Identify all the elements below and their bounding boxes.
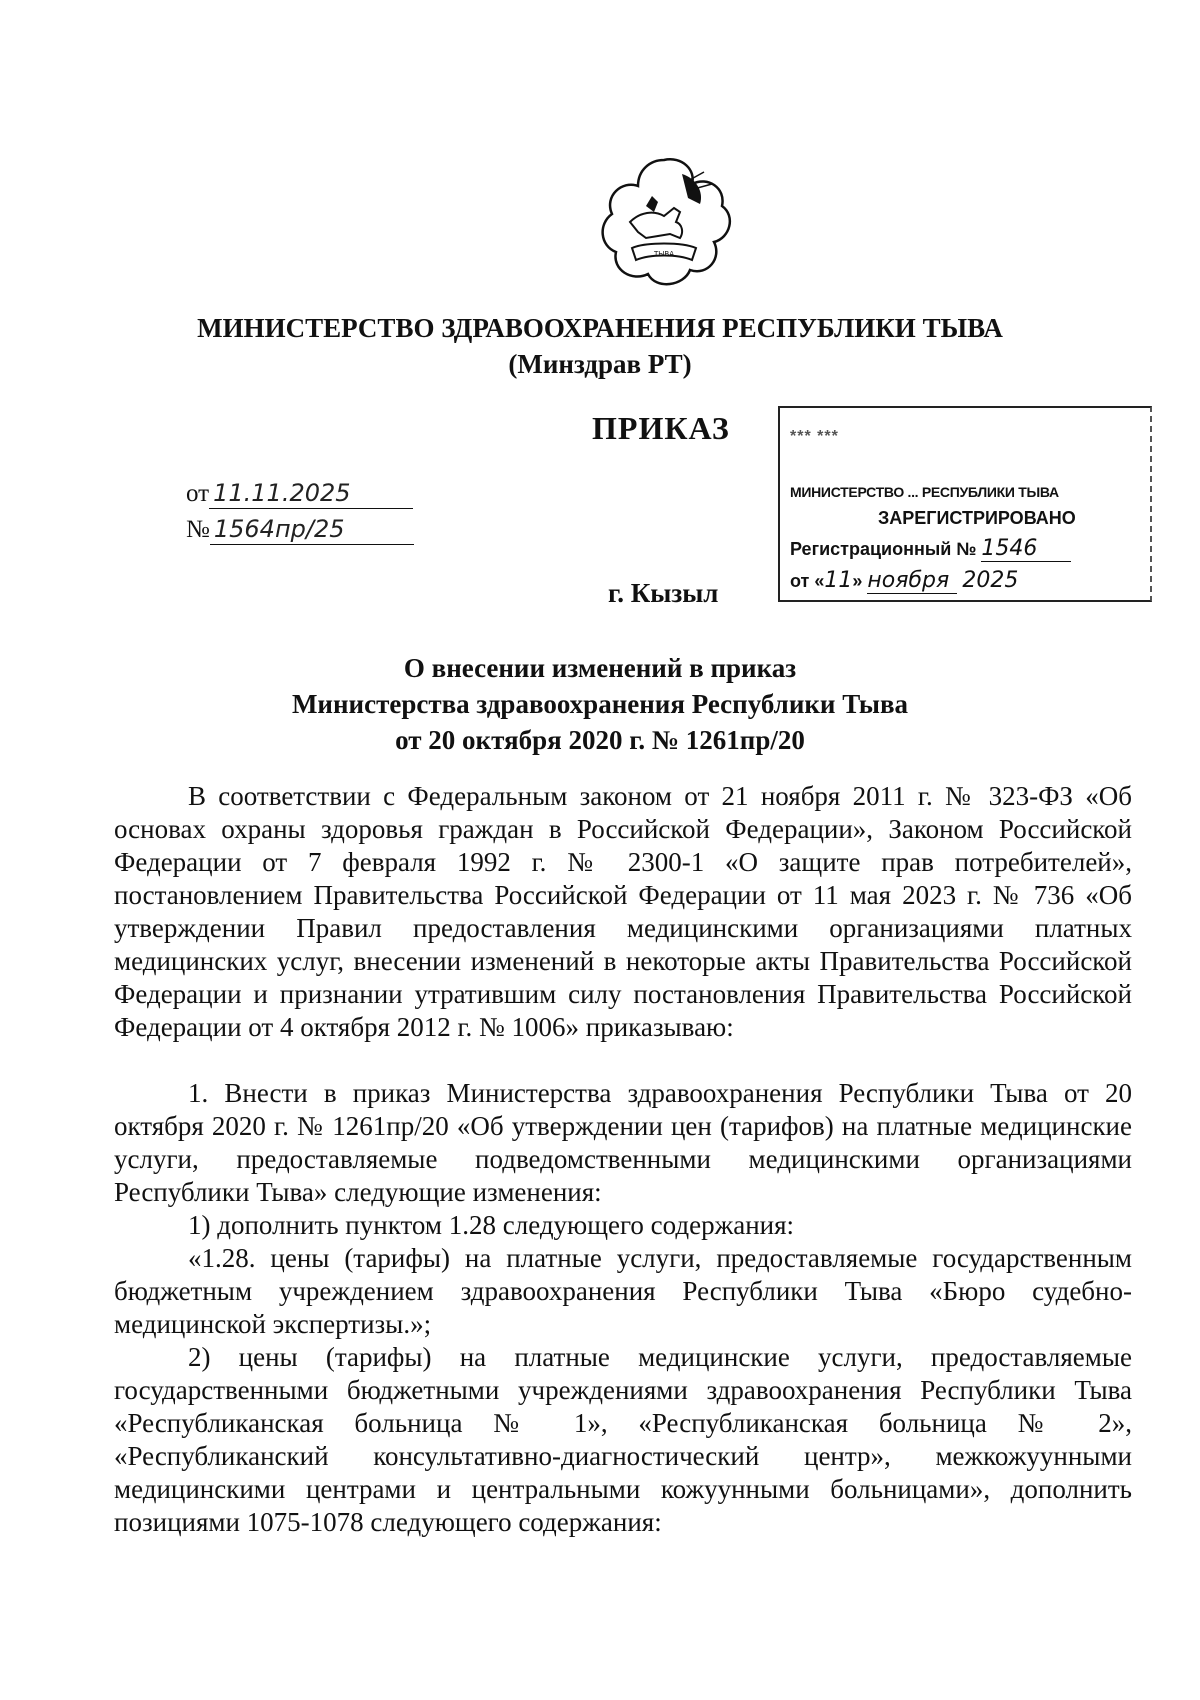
subitem-2-paragraph: 2) цены (тарифы) на платные медицинские услуги, предоставляемые государственными бюджетными учреждениями здравоохранения Республики Тыва «Республиканская больница № 1», «Республиканская больница № 2», «Республиканский консультативно-диагностический центр», межкожуунными медицинскими центрами и центральными кожуунными больницами», дополнить позициями 1075-1078 следующего содержания: xyxy=(114,1342,1132,1537)
title-line-2: Министерства здравоохранения Республики Тыва xyxy=(291,689,909,719)
stamp-year: 2025 xyxy=(962,568,1019,593)
stamp-reg-number: 1546 xyxy=(981,536,1071,562)
stamp-date-label: от « xyxy=(790,571,825,591)
number-prefix: № xyxy=(186,516,210,543)
stamp-month: ноября xyxy=(867,568,957,594)
document-body xyxy=(114,780,1132,1539)
title-line-3: от 20 октября 2020 г. № 1261пр/20 xyxy=(395,725,805,755)
ministry-name: МИНИСТЕРСТВО ЗДРАВООХРАНЕНИЯ РЕСПУБЛИКИ ТЫВА xyxy=(197,313,1003,343)
ministry-header xyxy=(0,310,1200,382)
subitem-1-paragraph: 1) дополнить пунктом 1.28 следующего содержания: xyxy=(188,1210,795,1240)
stamp-line-3: ЗАРЕГИСТРИРОВАНО xyxy=(878,508,1076,528)
city: г. Кызыл xyxy=(608,578,719,608)
emblem-icon xyxy=(596,152,732,290)
subitem-1-text-paragraph: «1.28. цены (тарифы) на платные услуги, предоставляемые государственным бюджетным учреждением здравоохранения Республики Тыва «Бюро судебно-медицинской экспертизы.»; xyxy=(114,1243,1132,1339)
stamp-date-row: от «11» ноября 2025 xyxy=(790,568,1019,593)
document-type: ПРИКАЗ xyxy=(592,410,730,446)
document-number: 1564пр/25 xyxy=(210,514,414,545)
title-line-1: О внесении изменений в приказ xyxy=(403,653,797,683)
document-title xyxy=(0,650,1200,758)
ministry-short-name: (Минздрав РТ) xyxy=(508,349,692,379)
document-date: 11.11.2025 xyxy=(209,478,413,509)
date-number-block xyxy=(186,476,414,548)
item-1-paragraph: 1. Внести в приказ Министерства здравоохранения Республики Тыва от 20 октября 2020 г. № 1261пр/20 «Об утверждении цен (тарифов) на платные медицинские услуги, предоставляемые подведомственными медицинскими организациями Республики Тыва» следующие изменения: xyxy=(114,1078,1132,1207)
preamble-paragraph: В соответствии с Федеральным законом от 21 ноября 2011 г. № 323-ФЗ «Об основах охраны здоровья граждан в Российской Федерации», Законом Российской Федерации от 7 февраля 1992 г. № 2300-1 «О защите прав потребителей», постановлением Правительства Российской Федерации от 11 мая 2023 г. № 736 «Об утверждении Правил предоставления медицинскими организациями платных медицинских услуг, внесении изменений в некоторые акты Правительства Российской Федерации и признании утратившим силу постановления Правительства Российской Федерации от 4 октября 2012 г. № 1006» приказываю: xyxy=(114,781,1132,1042)
stamp-reg-label: Регистрационный № xyxy=(790,539,977,559)
stamp-day: 11 xyxy=(824,568,853,593)
stamp-line-1: *** *** xyxy=(790,428,839,445)
svg-text:ТЫВА: ТЫВА xyxy=(653,250,675,258)
date-prefix: от xyxy=(186,480,210,507)
stamp-reg-row xyxy=(790,536,1071,562)
stamp-line-2: МИНИСТЕРСТВО ... РЕСПУБЛИКИ ТЫВА xyxy=(790,484,1059,500)
registration-stamp xyxy=(778,406,1152,602)
